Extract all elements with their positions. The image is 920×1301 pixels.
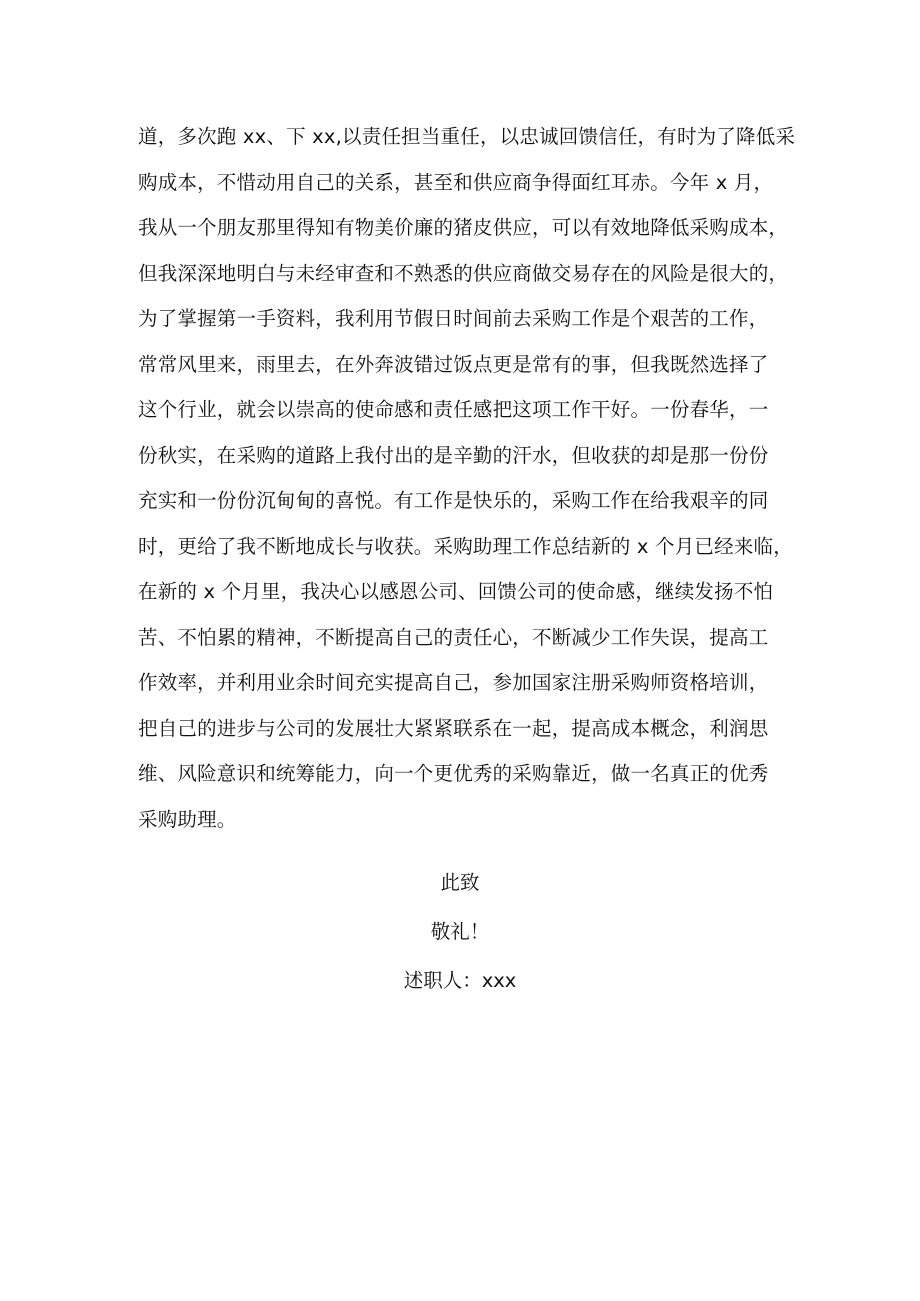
signature-line: 述职人：xxx [403,969,517,992]
paragraph-line: 为了掌握第一手资料，我利用节假日时间前去采购工作是个艰苦的工作， [138,307,769,330]
closing-salute: 敬礼！ [430,920,490,943]
paragraph-line: 把自己的进步与公司的发展壮大紧紧联系在一起，提高成本概念，利润思 [138,716,769,740]
paragraph-line: 苦、不怕累的精神，不断提高自己的责任心，不断减少工作失误，提高工 [138,625,769,649]
paragraph-line: 但我深深地明白与未经审查和不熟悉的供应商做交易存在的风险是很大的， [138,261,789,285]
paragraph-line: 常常风里来，雨里去，在外奔波错过饭点更是常有的事，但我既然选择了 [138,352,769,376]
paragraph-line: 维、风险意识和统筹能力，向一个更优秀的采购靠近，做一名真正的优秀 [138,762,769,785]
paragraph-line: 道，多次跑 xx、下 xx,以责任担当重任，以忠诚回馈信任，有时为了降低采 [138,125,796,148]
paragraph-line: 采购助理。 [138,807,237,831]
paragraph-line: 作效率，并利用业余时间充实提高自己，参加国家注册采购师资格培训， [138,671,769,694]
paragraph-line: 购成本，不惜动用自己的关系，甚至和供应商争得面红耳赤。今年 x 月， [138,170,774,194]
closing-block [0,858,920,1005]
closing-greeting: 此致 [440,871,480,894]
paragraph-line: 份秋实，在采购的道路上我付出的是辛勤的汗水，但收获的却是那一份份 [138,443,769,467]
paragraph-line: 时，更给了我不断地成长与收获。采购助理工作总结新的 x 个月已经来临， [138,534,793,558]
paragraph-line: 这个行业，就会以崇高的使命感和责任感把这项工作干好。一份春华，一 [138,398,769,421]
body-paragraph [138,114,798,842]
paragraph-line: 充实和一份份沉甸甸的喜悦。有工作是快乐的，采购工作在给我艰辛的同 [138,489,769,512]
paragraph-line: 在新的 x 个月里，我决心以感恩公司、回馈公司的使命感，继续发扬不怕 [138,580,774,603]
paragraph-line: 我从一个朋友那里得知有物美价廉的猪皮供应，可以有效地降低采购成本， [138,216,789,239]
